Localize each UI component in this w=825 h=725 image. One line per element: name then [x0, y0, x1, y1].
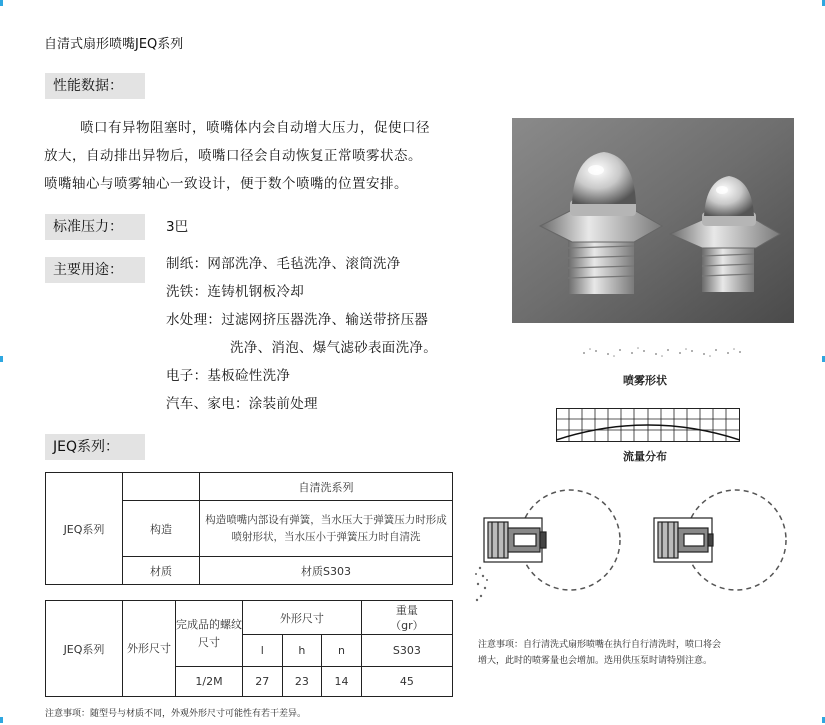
edge-marker — [0, 717, 3, 723]
flow-dist-caption: 流量分布 — [623, 450, 667, 463]
use-item: 水处理：过滤网挤压器洗净、输送带挤压器 — [166, 312, 429, 328]
pressure-value: 3巴 — [166, 219, 189, 235]
structure-label: 构造 — [123, 501, 200, 557]
section-pressure: 标准压力： — [45, 214, 145, 240]
weight-header: 重量 （gr） — [361, 601, 452, 635]
description-line-1: 喷口有异物阻塞时，喷嘴体内会自动增大压力，促使口径 — [80, 120, 430, 136]
col-l: l — [243, 635, 283, 667]
section-uses: 主要用途： — [45, 257, 145, 283]
weight-value: 45 — [361, 667, 452, 697]
col-n: n — [322, 635, 362, 667]
col-h: h — [282, 635, 322, 667]
use-item: 洗净、消泡、爆气滤砂表面洗净。 — [230, 340, 437, 356]
description-line-3: 喷嘴轴心与喷雾轴心一致设计，便于数个喷嘴的位置安排。 — [44, 176, 408, 192]
thread-value: 1/2M — [176, 667, 243, 697]
use-item: 电子：基板硷性洗净 — [166, 368, 291, 384]
description — [44, 114, 484, 198]
nozzle-photo — [512, 118, 794, 323]
use-item: 制纸：网部洗净、毛毡洗净、滚筒洗净 — [166, 256, 401, 272]
thread-label: 完成品的螺纹尺寸 — [176, 601, 243, 667]
edge-marker — [0, 356, 3, 362]
material-label: 材质 — [123, 557, 200, 585]
table-header: 自清洗系列 — [200, 473, 453, 501]
uses-list — [166, 250, 437, 418]
use-item: 洗铁：连铸机钢板冷却 — [166, 284, 304, 300]
spray-shape-caption: 喷雾形状 — [623, 374, 667, 387]
note-bottom: 注意事项：随型号与材质不同，外观外形尺寸可能性有若干差异。 — [45, 709, 307, 719]
outer-dim-header: 外形尺寸 — [243, 601, 362, 635]
n-value: 14 — [322, 667, 362, 697]
dimension-table — [45, 600, 453, 697]
page-title: 自清式扇形喷嘴JEQ系列 — [44, 37, 184, 52]
col-s303: S303 — [361, 635, 452, 667]
section-performance: 性能数据： — [45, 73, 145, 99]
use-item: 汽车、家电：涂装前处理 — [166, 396, 318, 412]
series-cell: JEQ系列 — [46, 601, 123, 697]
note-right: 注意事项：自行清洗式扇形喷嘴在执行自行清洗时，喷口将会 增大，此时的喷雾量也会增加。选用供压泵时请特别注意。 — [478, 640, 722, 666]
construction-table — [45, 472, 453, 585]
series-cell: JEQ系列 — [46, 473, 123, 585]
flow-distribution-graphic — [556, 408, 740, 442]
edge-marker — [0, 0, 3, 6]
material-value: 材质S303 — [200, 557, 453, 585]
dim-label: 外形尺寸 — [123, 601, 176, 697]
l-value: 27 — [243, 667, 283, 697]
description-line-2: 放大，自动排出异物后，喷嘴口径会自动恢复正常喷雾状态。 — [44, 148, 422, 164]
h-value: 23 — [282, 667, 322, 697]
spray-pattern-graphic — [574, 345, 752, 359]
structure-value: 构造喷嘴内部设有弹簧，当水压大于弹簧压力时形成喷射形状，当水压小于弹簧压力时自清洗 — [200, 501, 453, 557]
self-cleaning-diagram — [474, 484, 810, 604]
section-series: JEQ系列： — [45, 434, 145, 460]
